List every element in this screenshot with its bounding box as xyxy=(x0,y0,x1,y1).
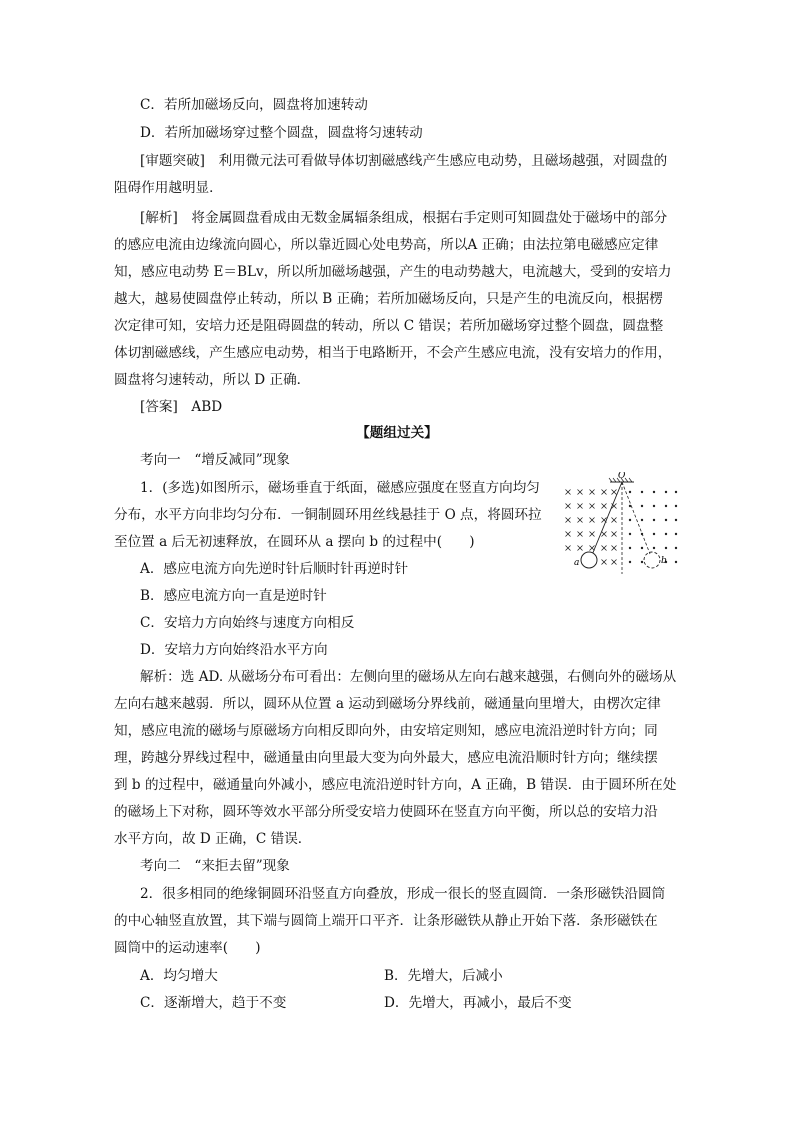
q2-option-c: C．逐渐增大，趋于不变 xyxy=(140,995,287,1011)
field-dot-mark xyxy=(629,561,631,563)
point-b-label: b xyxy=(661,556,667,566)
field-dot-mark xyxy=(629,547,631,549)
point-o-label: O xyxy=(618,472,626,481)
pendulum-magnetic-field-figure xyxy=(560,472,680,574)
field-cross-mark xyxy=(578,518,583,523)
field-cross-mark xyxy=(612,546,617,551)
point-a-label: a xyxy=(574,558,580,568)
pendulum-thread-a xyxy=(592,482,622,555)
field-dot-mark xyxy=(641,547,643,549)
jiexi-line-6: 体切割磁感线，产生感应电动势，相当于电路断开，不会产生感应电流，没有安培力的作用， xyxy=(114,345,672,361)
q1-stem-line-2: 分布，水平方向非均匀分布．一铜制圆环用丝线悬挂于 O 点，将圆环拉 xyxy=(114,507,542,523)
field-cross-mark xyxy=(566,532,571,537)
field-cross-mark xyxy=(612,518,617,523)
field-cross-mark xyxy=(602,532,607,537)
field-cross-mark xyxy=(590,532,595,537)
field-dot-mark xyxy=(675,491,677,493)
jiexi-line-2: 的感应电流由边缘流向圆心，所以靠近圆心处电势高，所以A 正确；由法拉第电磁感应定律 xyxy=(114,237,659,253)
field-dot-mark xyxy=(641,561,643,563)
jiexi-line-5: 次定律可知，安培力还是阻碍圆盘的转动，所以 C 错误；若所加磁场穿过整个圆盘，圆盘整 xyxy=(114,318,664,334)
shentu-line-2: 阻碍作用越明显． xyxy=(114,180,223,196)
field-dot-mark xyxy=(653,547,655,549)
field-dot-mark xyxy=(629,533,631,535)
field-cross-mark xyxy=(566,490,571,495)
ring-at-a xyxy=(581,552,597,568)
field-cross-mark xyxy=(566,518,571,523)
option-d: D．若所加磁场穿过整个圆盘，圆盘将匀速转动 xyxy=(140,125,423,141)
direction-2: 考向二 “来拒去留”现象 xyxy=(140,858,290,874)
q1-option-c: C．安培力方向始终与速度方向相反 xyxy=(140,615,355,631)
q2-stem-line-2: 的中心轴竖直放置，其下端与圆筒上端开口平齐．让条形磁铁从静止开始下落．条形磁铁在 xyxy=(114,913,658,929)
field-cross-mark xyxy=(590,490,595,495)
field-dot-mark xyxy=(653,519,655,521)
field-cross-mark xyxy=(590,504,595,509)
q1-option-d: D．安培力方向始终沿水平方向 xyxy=(140,642,328,658)
field-cross-mark xyxy=(602,560,607,565)
field-cross-mark xyxy=(590,518,595,523)
q2-option-d: D．先增大，再减小，最后不变 xyxy=(384,995,572,1011)
q1-option-b: B．感应电流方向一直是逆时针 xyxy=(140,588,327,604)
q1-solution-line-6: 的磁场上下对称，圆环等效水平部分所受安培力使圆环在竖直方向平衡，所以总的安培力沿 xyxy=(114,804,658,820)
field-dot-mark xyxy=(653,505,655,507)
ring-at-b xyxy=(644,552,660,568)
shentu-line-1: [审题突破] 利用微元法可看做导体切割磁感线产生感应电动势，且磁场越强，对圆盘的 xyxy=(140,153,668,169)
option-c: C．若所加磁场反向，圆盘将加速转动 xyxy=(140,97,368,113)
field-cross-mark xyxy=(602,546,607,551)
field-dot-mark xyxy=(641,519,643,521)
field-dot-mark xyxy=(629,505,631,507)
answer-line: [答案] ABD xyxy=(140,399,223,415)
field-out-of-page-dots xyxy=(629,491,677,563)
q1-solution-line-2: 左向右越来越弱．所以，圆环从位置 a 运动到磁场分界线前，磁通量向里增大，由楞次定律 xyxy=(114,696,661,712)
field-dot-mark xyxy=(641,505,643,507)
field-cross-mark xyxy=(612,560,617,565)
q2-stem-line-3: 圆筒中的运动速率( ) xyxy=(114,940,261,956)
field-dot-mark xyxy=(653,533,655,535)
q2-option-b: B．先增大，后减小 xyxy=(384,968,503,984)
field-dot-mark xyxy=(665,505,667,507)
field-dot-mark xyxy=(641,491,643,493)
jiexi-line-1: [解析] 将金属圆盘看成由无数金属辐条组成，根据右手定则可知圆盘处于磁场中的部分 xyxy=(140,210,668,226)
pendulum-thread-b xyxy=(622,482,650,554)
field-dot-mark xyxy=(675,547,677,549)
field-cross-mark xyxy=(612,532,617,537)
section-title: 【题组过关】 xyxy=(356,425,438,441)
field-dot-mark xyxy=(675,561,677,563)
field-cross-mark xyxy=(578,532,583,537)
q1-stem-line-1: 1．(多选)如图所示，磁场垂直于纸面，磁感应强度在竖直方向均匀 xyxy=(140,480,540,496)
q2-option-a: A．均匀增大 xyxy=(140,968,218,984)
field-dot-mark xyxy=(653,491,655,493)
field-dot-mark xyxy=(629,491,631,493)
q2-stem-line-1: 2．很多相同的绝缘铜圆环沿竖直方向叠放，形成一很长的竖直圆筒．一条形磁铁沿圆筒 xyxy=(140,886,666,902)
jiexi-line-3: 知，感应电动势 E＝BLv，所以所加磁场越强，产生的电动势越大，电流越大，受到的安培力 xyxy=(114,264,672,280)
q1-solution-line-7: 水平方向，故 D 正确，C 错误． xyxy=(114,831,312,847)
jiexi-line-7: 圆盘将匀速转动，所以 D 正确． xyxy=(114,372,311,388)
direction-1: 考向一 “增反减同”现象 xyxy=(140,452,290,468)
q1-solution-line-3: 知，感应电流的磁场与原磁场方向相反即向外，由安培定则知，感应电流沿逆时针方向；同 xyxy=(114,723,658,739)
field-cross-mark xyxy=(578,546,583,551)
field-cross-mark xyxy=(566,504,571,509)
field-dot-mark xyxy=(665,547,667,549)
jiexi-line-4: 越大，越易使圆盘停止转动，所以 B 正确；若所加磁场反向，只是产生的电流反向，根据楞 xyxy=(114,291,663,307)
q1-stem-line-3: 至位置 a 后无初速释放，在圆环从 a 摆向 b 的过程中( ) xyxy=(114,534,475,550)
field-dot-mark xyxy=(675,505,677,507)
q1-solution-line-5: 到 b 的过程中，磁通量向外减小，感应电流沿逆时针方向，A 正确，B 错误．由于圆环所在处 xyxy=(114,777,677,793)
q1-solution-line-4: 理，跨越分界线过程中，磁通量由向里最大变为向外最大，感应电流沿顺时针方向；继续摆 xyxy=(114,750,658,766)
field-dot-mark xyxy=(665,519,667,521)
field-cross-mark xyxy=(612,490,617,495)
field-dot-mark xyxy=(675,519,677,521)
field-dot-mark xyxy=(675,533,677,535)
field-cross-mark xyxy=(602,504,607,509)
field-cross-mark xyxy=(602,490,607,495)
field-cross-mark xyxy=(578,504,583,509)
field-dot-mark xyxy=(665,491,667,493)
q1-option-a: A．感应电流方向先逆时针后顺时针再逆时针 xyxy=(140,561,409,577)
q1-solution-line-1: 解析：选 AD. 从磁场分布可看出：左侧向里的磁场从左向右越来越强，右侧向外的磁场从 xyxy=(140,669,677,685)
field-cross-mark xyxy=(566,546,571,551)
field-cross-mark xyxy=(578,490,583,495)
field-dot-mark xyxy=(629,519,631,521)
field-dot-mark xyxy=(665,533,667,535)
